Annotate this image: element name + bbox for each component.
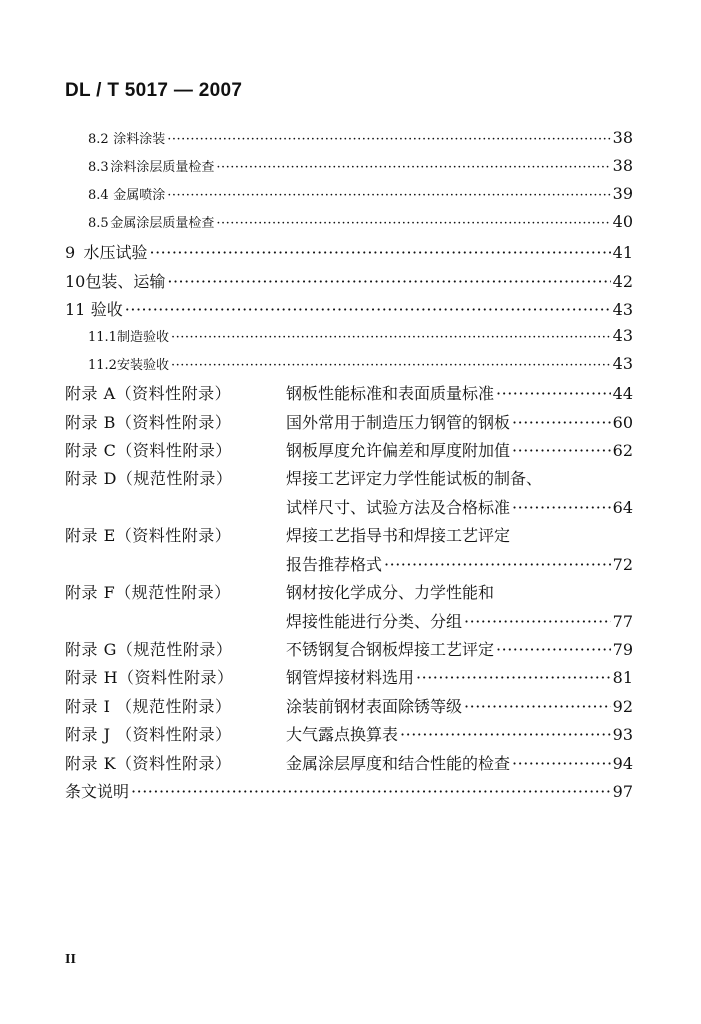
toc-entry-8-5[interactable] [88, 212, 633, 231]
toc-entry-page: 81 [612, 668, 633, 687]
toc-leader-dots [167, 132, 610, 147]
toc-leader-dots [384, 555, 611, 574]
toc-entry-number: 8.5 [88, 216, 109, 231]
toc-entry-appendix-c[interactable] [286, 438, 633, 461]
toc-entry-title: 不锈钢复合钢板焊接工艺评定 [286, 640, 495, 659]
toc-entry-page: 43 [612, 326, 633, 345]
toc-entry-8-2[interactable] [88, 128, 633, 147]
toc-entry-number: 9 [65, 243, 76, 262]
toc-entry-page: 72 [612, 555, 633, 574]
toc-entry-title: 涂料涂层质量检查 [110, 160, 215, 175]
toc-entry-number: 8.3 [88, 160, 109, 175]
toc-entry-appendix-h[interactable] [286, 665, 633, 688]
toc-leader-dots [512, 441, 611, 460]
toc-entry-11-2[interactable] [88, 354, 633, 373]
toc-entry-title: 钢板厚度允许偏差和厚度附加值 [286, 441, 511, 460]
toc-entry-title-cont: 报告推荐格式 [286, 555, 383, 574]
toc-leader-dots [512, 498, 611, 517]
appendix-h-tag: 附录 H（资料性附录） [65, 668, 234, 687]
toc-entry-title: 包装、运输 [85, 272, 166, 291]
appendix-a-tag: 附录 A（资料性附录） [65, 384, 232, 403]
toc-entry-title: 金属涂层质量检查 [110, 216, 215, 231]
toc-leader-dots [496, 384, 611, 403]
toc-leader-dots [512, 754, 611, 773]
toc-entry-title-cont: 试样尺寸、试验方法及合格标准 [286, 498, 511, 517]
toc-leader-dots [171, 330, 611, 345]
appendix-d-tag: 附录 D（规范性附录） [65, 469, 233, 488]
toc-entry-appendix-a[interactable] [286, 381, 633, 404]
appendix-b-tag: 附录 B（资料性附录） [65, 413, 232, 432]
toc-entry-page: 39 [612, 184, 633, 203]
toc-entry-number: 11 [65, 300, 86, 319]
toc-entry-page: 79 [612, 640, 633, 659]
appendix-f-tag: 附录 F（规范性附录） [65, 583, 231, 602]
toc-entry-appendix-b[interactable] [286, 410, 633, 433]
toc-leader-dots [400, 725, 611, 744]
toc-entry-title: 钢板性能标准和表面质量标准 [286, 384, 495, 403]
toc-leader-dots [167, 272, 610, 291]
toc-entry-explanation[interactable] [65, 779, 633, 802]
appendix-k-tag: 附录 K（资料性附录） [65, 754, 232, 773]
toc-entry-appendix-k[interactable] [286, 751, 633, 774]
toc-entry-8-3[interactable] [88, 156, 633, 175]
toc-leader-dots [216, 160, 610, 175]
appendix-j-tag: 附录 J （资料性附录） [65, 725, 232, 744]
toc-entry-title: 钢材按化学成分、力学性能和 [286, 583, 495, 602]
toc-entry-chapter-11[interactable] [65, 297, 633, 320]
toc-entry-page: 77 [612, 612, 633, 631]
toc-entry-appendix-j[interactable] [286, 722, 633, 745]
toc-entry-page: 60 [612, 413, 633, 432]
toc-entry-page: 43 [612, 354, 633, 373]
toc-entry-title: 条文说明 [65, 782, 130, 801]
toc-entry-chapter-9[interactable] [65, 240, 633, 263]
toc-entry-page: 44 [612, 384, 633, 403]
toc-entry-title: 安装验收 [116, 358, 169, 373]
toc-entry-11-1[interactable] [88, 326, 633, 345]
document-code-header: DL / T 5017 — 2007 [65, 80, 243, 101]
appendix-g-tag: 附录 G（规范性附录） [65, 640, 233, 659]
toc-leader-dots [167, 188, 610, 203]
toc-entry-title: 金属涂层厚度和结合性能的检查 [286, 754, 511, 773]
toc-entry-page: 97 [612, 782, 633, 801]
toc-entry-number: 11.2 [88, 358, 117, 373]
toc-entry-title: 水压试验 [83, 243, 148, 262]
toc-entry-title: 涂装前钢材表面除锈等级 [286, 697, 463, 716]
toc-entry-appendix-e-line1[interactable] [286, 523, 633, 546]
toc-leader-dots [131, 782, 611, 801]
toc-leader-dots [464, 612, 611, 631]
toc-entry-page: 62 [612, 441, 633, 460]
toc-entry-page: 40 [612, 212, 633, 231]
toc-entry-page: 41 [612, 243, 633, 262]
toc-entry-title: 涂料涂装 [113, 132, 166, 147]
toc-entry-title: 金属喷涂 [113, 188, 166, 203]
toc-entry-title: 验收 [90, 300, 123, 319]
toc-entry-page: 64 [612, 498, 633, 517]
toc-entry-title: 钢管焊接材料选用 [286, 668, 415, 687]
toc-entry-number: 8.4 [88, 188, 109, 203]
appendix-e-tag: 附录 E（资料性附录） [65, 526, 232, 545]
toc-entry-appendix-e[interactable] [286, 552, 633, 575]
toc-entry-page: 92 [612, 697, 633, 716]
appendix-c-tag: 附录 C（资料性附录） [65, 441, 232, 460]
toc-leader-dots [125, 300, 611, 319]
toc-leader-dots [496, 640, 611, 659]
toc-entry-page: 94 [612, 754, 633, 773]
toc-entry-page: 38 [612, 156, 633, 175]
toc-leader-dots [216, 216, 610, 231]
toc-entry-appendix-i[interactable] [286, 694, 633, 717]
toc-entry-title: 制造验收 [116, 330, 169, 345]
toc-entry-page: 38 [612, 128, 633, 147]
toc-entry-number: 10 [65, 272, 86, 291]
toc-entry-number: 11.1 [88, 330, 117, 345]
toc-leader-dots [512, 413, 611, 432]
toc-entry-page: 93 [612, 725, 633, 744]
appendix-i-tag: 附录 I （规范性附录） [65, 697, 232, 716]
toc-entry-appendix-f[interactable] [286, 609, 633, 632]
toc-entry-title-cont: 焊接性能进行分类、分组 [286, 612, 463, 631]
toc-entry-page: 43 [612, 300, 633, 319]
toc-leader-dots [149, 243, 610, 262]
toc-entry-title: 焊接工艺指导书和焊接工艺评定 [286, 526, 511, 545]
toc-entry-title: 大气露点换算表 [286, 725, 399, 744]
toc-leader-dots [171, 358, 611, 373]
page-number-roman: II [65, 952, 76, 967]
toc-entry-appendix-g[interactable] [286, 637, 633, 660]
toc-entry-page: 42 [612, 272, 633, 291]
toc-entry-8-4[interactable] [88, 184, 633, 203]
toc-leader-dots [416, 668, 611, 687]
toc-leader-dots [464, 697, 611, 716]
toc-entry-appendix-d-line1[interactable] [286, 466, 633, 489]
toc-entry-title: 焊接工艺评定力学性能试板的制备、 [286, 469, 543, 488]
toc-entry-appendix-d[interactable] [286, 495, 633, 518]
toc-entry-appendix-f-line1[interactable] [286, 580, 633, 603]
toc-entry-title: 国外常用于制造压力钢管的钢板 [286, 413, 511, 432]
toc-entry-chapter-10[interactable] [65, 269, 633, 292]
toc-entry-number: 8.2 [88, 132, 109, 147]
